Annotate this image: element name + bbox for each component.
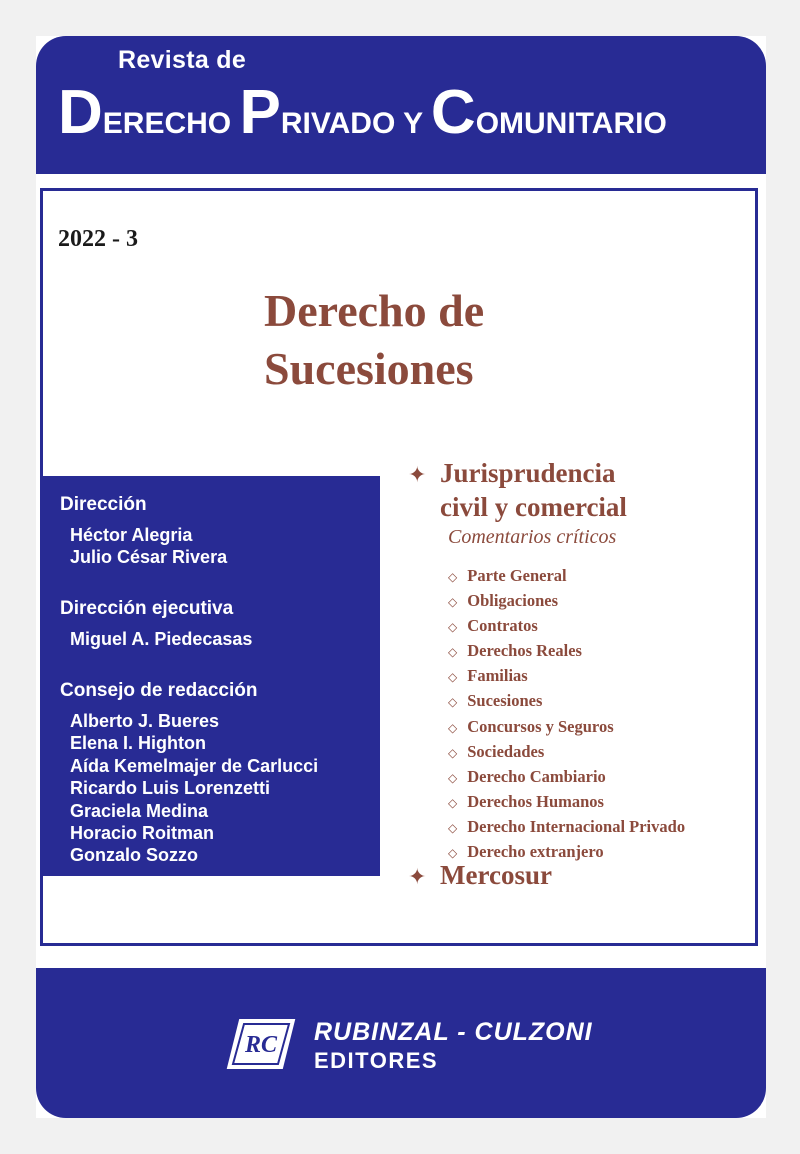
masthead-prefix: Revista de — [118, 46, 247, 74]
board-member: Elena I. Highton — [70, 733, 207, 754]
direccion-ejecutiva-heading: Dirección ejecutiva — [60, 598, 234, 619]
masthead-band — [36, 36, 766, 174]
topic-item — [448, 740, 685, 765]
topic-label: Contratos — [467, 616, 538, 636]
topic-label: Concursos y Seguros — [467, 716, 614, 736]
board-member: Ricardo Luis Lorenzetti — [70, 778, 271, 799]
board-member: Graciela Medina — [70, 800, 209, 821]
board-member: Miguel A. Piedecasas — [70, 629, 253, 649]
topic-item — [448, 589, 685, 614]
board-member: Aída Kemelmajer de Carlucci — [70, 755, 319, 776]
star-bullet-icon: ✦ — [408, 462, 427, 487]
topic-label: Parte General — [467, 566, 567, 585]
topic-label: Derecho Cambiario — [467, 766, 606, 786]
diamond-bullet-icon: ◇ — [448, 595, 458, 610]
topic-list — [448, 564, 685, 865]
diamond-bullet-icon: ◇ — [448, 846, 458, 861]
publisher-band — [36, 968, 766, 1118]
section-jurisprudencia-line-1: Jurisprudencia — [440, 458, 616, 488]
section-mercosur: Mercosur — [440, 860, 552, 890]
diamond-bullet-icon: ◇ — [448, 670, 458, 685]
book-cover — [36, 36, 766, 1118]
publisher-name: RUBINZAL - CULZONI — [314, 1018, 593, 1046]
topic-label: Derechos Humanos — [467, 791, 604, 811]
topic-label: Derechos Reales — [467, 641, 582, 661]
editorial-board-panel — [42, 476, 380, 876]
cover-title — [264, 282, 484, 398]
topic-label: Sociedades — [467, 741, 545, 761]
diamond-bullet-icon: ◇ — [448, 570, 458, 584]
diamond-bullet-icon: ◇ — [448, 695, 458, 710]
masthead-initial-d: D — [58, 78, 103, 147]
masthead-title — [58, 78, 667, 159]
topic-label: Sucesiones — [467, 691, 543, 711]
masthead-initial-p: P — [239, 78, 281, 147]
publisher-subtitle: EDITORES — [314, 1048, 439, 1073]
topic-item — [448, 614, 685, 639]
topic-item — [448, 639, 685, 664]
direccion-names — [70, 524, 227, 569]
topic-label: Derecho extranjero — [467, 842, 604, 862]
topic-label: Derecho Internacional Privado — [467, 816, 686, 836]
publisher-logo-text: RC — [244, 1032, 278, 1058]
masthead-word-1: ERECHO — [102, 107, 232, 140]
diamond-bullet-icon: ◇ — [448, 770, 458, 785]
topic-item — [448, 765, 685, 790]
publisher-logo-icon — [226, 1016, 296, 1072]
cover-title-line-2: Sucesiones — [264, 343, 474, 394]
consejo-names — [70, 710, 318, 867]
masthead-initial-c: C — [430, 78, 476, 147]
topic-item — [448, 689, 685, 714]
topic-item — [448, 815, 685, 840]
topic-label: Obligaciones — [467, 591, 558, 611]
topic-item — [448, 664, 685, 689]
masthead-word-2: RIVADO Y — [280, 107, 423, 140]
diamond-bullet-icon: ◇ — [448, 795, 458, 810]
topic-item — [448, 790, 685, 815]
section-subtitle: Comentarios críticos — [448, 526, 617, 548]
board-member: Héctor Alegria — [70, 525, 193, 545]
issue-number: 2022 - 3 — [58, 226, 138, 252]
diamond-bullet-icon: ◇ — [448, 720, 458, 735]
consejo-heading: Consejo de redacción — [60, 680, 258, 701]
board-member: Julio César Rivera — [70, 547, 228, 568]
diamond-bullet-icon: ◇ — [448, 745, 458, 760]
diamond-bullet-icon: ◇ — [448, 645, 458, 660]
board-member: Gonzalo Sozzo — [70, 845, 198, 866]
topic-item — [448, 564, 685, 589]
star-bullet-icon: ✦ — [408, 864, 427, 889]
direccion-ejecutiva-names — [70, 628, 252, 650]
topic-label: Familias — [467, 666, 528, 686]
diamond-bullet-icon: ◇ — [448, 820, 458, 835]
section-jurisprudencia — [440, 456, 627, 524]
direccion-heading: Dirección — [60, 494, 147, 515]
masthead-word-3: OMUNITARIO — [475, 107, 667, 140]
board-member: Horacio Roitman — [70, 823, 215, 844]
topic-item — [448, 715, 685, 740]
section-jurisprudencia-line-2: civil y comercial — [440, 492, 627, 522]
board-member: Alberto J. Bueres — [70, 711, 220, 731]
diamond-bullet-icon: ◇ — [448, 620, 458, 635]
cover-title-line-1: Derecho de — [264, 285, 485, 336]
